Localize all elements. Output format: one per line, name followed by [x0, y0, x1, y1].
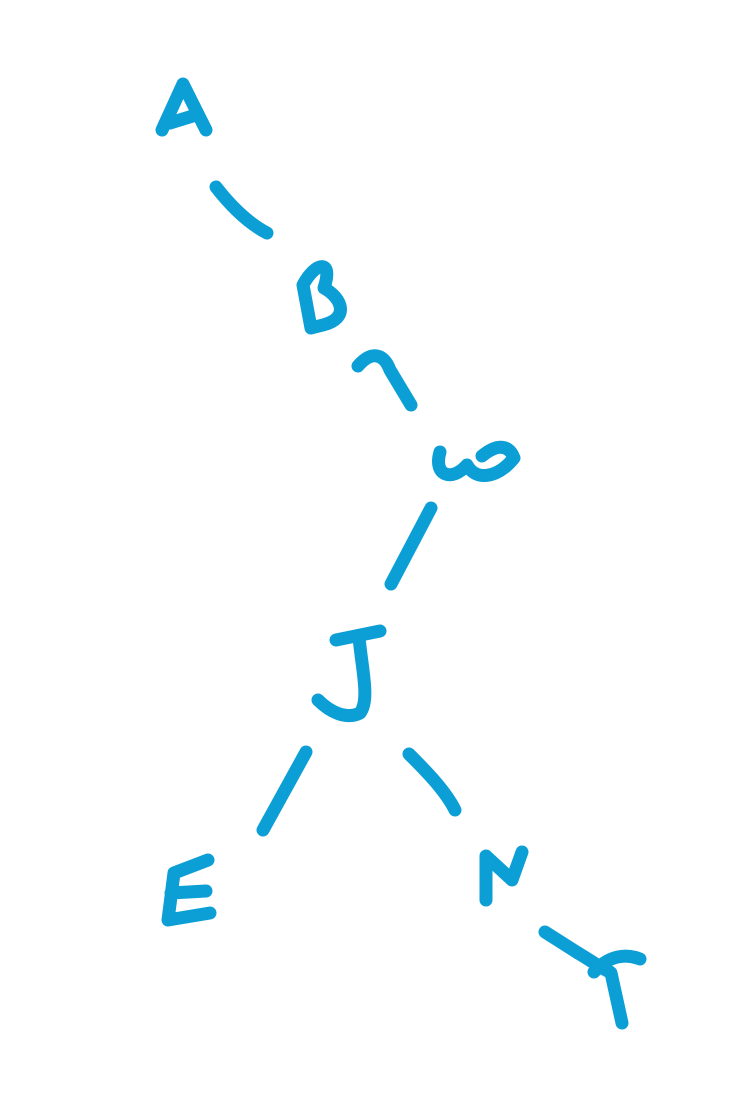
- edge-J-E: [263, 752, 306, 830]
- node-E-label: E: [188, 890, 189, 891]
- node-Y-glyph: [578, 953, 640, 1023]
- hand-drawn-strokes: [162, 84, 640, 1023]
- node-N: [486, 852, 522, 900]
- node-E-glyph: [168, 860, 210, 920]
- node-E: [168, 860, 210, 920]
- node-W-label: W: [476, 462, 477, 463]
- node-J: [318, 631, 380, 716]
- edge-A-B: [216, 187, 267, 233]
- edge-J-N: [409, 754, 455, 810]
- node-N-label: N: [504, 877, 505, 878]
- node-W: [439, 447, 514, 475]
- node-J-label: J: [352, 670, 353, 671]
- node-B-label: B: [322, 295, 323, 296]
- node-B: [303, 267, 340, 328]
- node-A-label: A: [184, 110, 185, 111]
- node-B-glyph: [303, 267, 340, 328]
- node-N-glyph: [486, 852, 522, 900]
- node-J-glyph: [318, 631, 380, 716]
- edge-W-J: [391, 508, 431, 584]
- node-Y-label: Y: [610, 985, 611, 986]
- node-A: [162, 84, 206, 130]
- node-Y: [578, 953, 640, 1023]
- edge-B-W: [358, 356, 411, 405]
- node-W-glyph: [439, 447, 514, 475]
- node-A-glyph: [162, 84, 206, 130]
